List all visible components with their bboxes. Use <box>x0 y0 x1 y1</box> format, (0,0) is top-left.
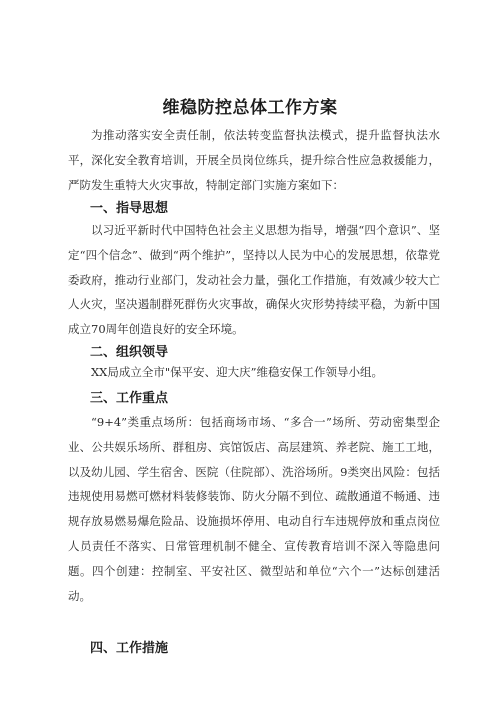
intro-paragraph: 为推动落实安全责任制，依法转变监督执法模式，提升监督执法水平，深化安全教育培训，开展全员岗位练兵，提升综合性应急救援能力，严防发生重特大火灾事故，特制定部门实施方案如下： <box>68 128 440 192</box>
section-heading-guiding-thought: 一、指导思想 <box>90 201 169 216</box>
section-body-organization: XX局成立全市"保平安、迎大庆”维稳安保工作领导小组。 <box>91 365 384 379</box>
document-title: 维稳防控总体工作方案 <box>162 98 338 118</box>
section-heading-organization: 二、组织领导 <box>90 345 169 360</box>
section-heading-key-work: 三、工作重点 <box>90 391 169 406</box>
section-body-guiding-thought: 以习近平新时代中国特色社会主义思想为指导，增强“四个意识”、坚定“四个信念”、做到“两个维护”，坚持以人民为中心的发展思想，依靠党委政府，推动行业部门，发动社会力量，强化工作措施，有效减少较大亡人火灾，坚决遏制群死群伤火灾事故，确保火灾形势持续平稳，为新中国成立70周年创造良好的安全环境。 <box>68 223 440 337</box>
section-heading-work-measures: 四、工作措施 <box>90 641 169 656</box>
section-body-key-work: “9+4”类重点场所：包括商场市场、“多合一”场所、劳动密集型企业、公共娱乐场所、群租房、宾馆饭店、高层建筑、养老院、施工工地，以及幼儿园、学生宿舍、医院（住院部）、洗浴场所。9类突出风险：包括违规使用易燃可燃材料装修装饰、防火分隔不到位、疏散通道不畅通、违规存放易燃易爆危险品、设施损坏停用、电动自行车违规停放和重点岗位人员责任不落实、日常管理机制不健全、宣传教育培训不深入等隐患问题。四个创建：控制室、平安社区、微型站和单位“六个一”达标创建活动。 <box>68 415 440 603</box>
